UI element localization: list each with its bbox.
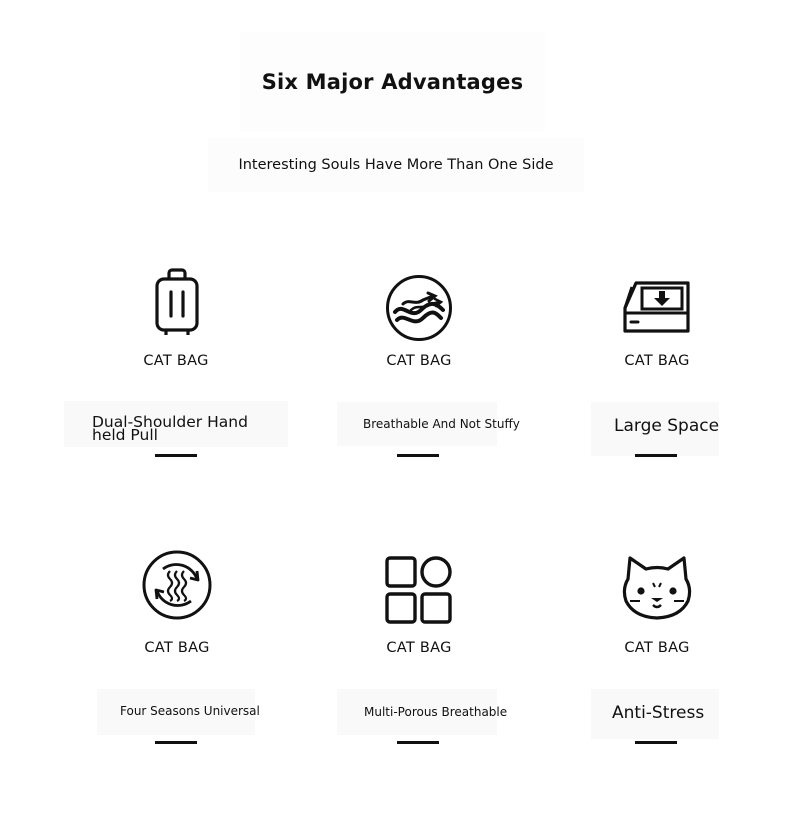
feature-description-panel [97,689,260,735]
feature-description-panel [591,689,719,739]
feature-description: Multi-Porous Breathable [364,705,508,719]
underline-divider [635,741,677,744]
title-panel [240,32,545,132]
feature-description: Large Space [614,416,720,436]
feature-description-panel [591,402,719,456]
feature-label: CAT BAG [624,640,690,656]
feature-description-panel [337,402,520,446]
luggage-icon [154,268,200,336]
underline-divider [635,454,677,457]
feature-description: Four Seasons Universal [120,704,260,718]
airflow-icon [385,274,453,342]
feature-description-panel [64,401,288,447]
feature-description: Breathable And Not Stuffy [363,417,520,431]
cat-face-icon [620,555,694,621]
feature-description-line-2: held Pull [92,426,158,444]
feature-label: CAT BAG [144,640,210,656]
seasons-cycle-icon [141,549,213,621]
page-title: Six Major Advantages [261,70,524,94]
feature-description-panel [337,689,508,735]
page-subtitle: Interesting Souls Have More Than One Side [238,157,554,173]
storage-box-icon [622,280,692,334]
underline-divider [155,741,197,744]
underline-divider [397,454,439,457]
feature-description-line-1: Dual-Shoulder Hand [92,413,248,431]
underline-divider [155,454,197,457]
feature-label: CAT BAG [386,640,452,656]
grid-apps-icon [385,556,453,624]
subtitle-panel [208,138,584,192]
feature-label: CAT BAG [624,353,690,369]
feature-label: CAT BAG [143,353,209,369]
feature-description: Anti-Stress [612,703,705,723]
feature-label: CAT BAG [386,353,452,369]
underline-divider [397,741,439,744]
